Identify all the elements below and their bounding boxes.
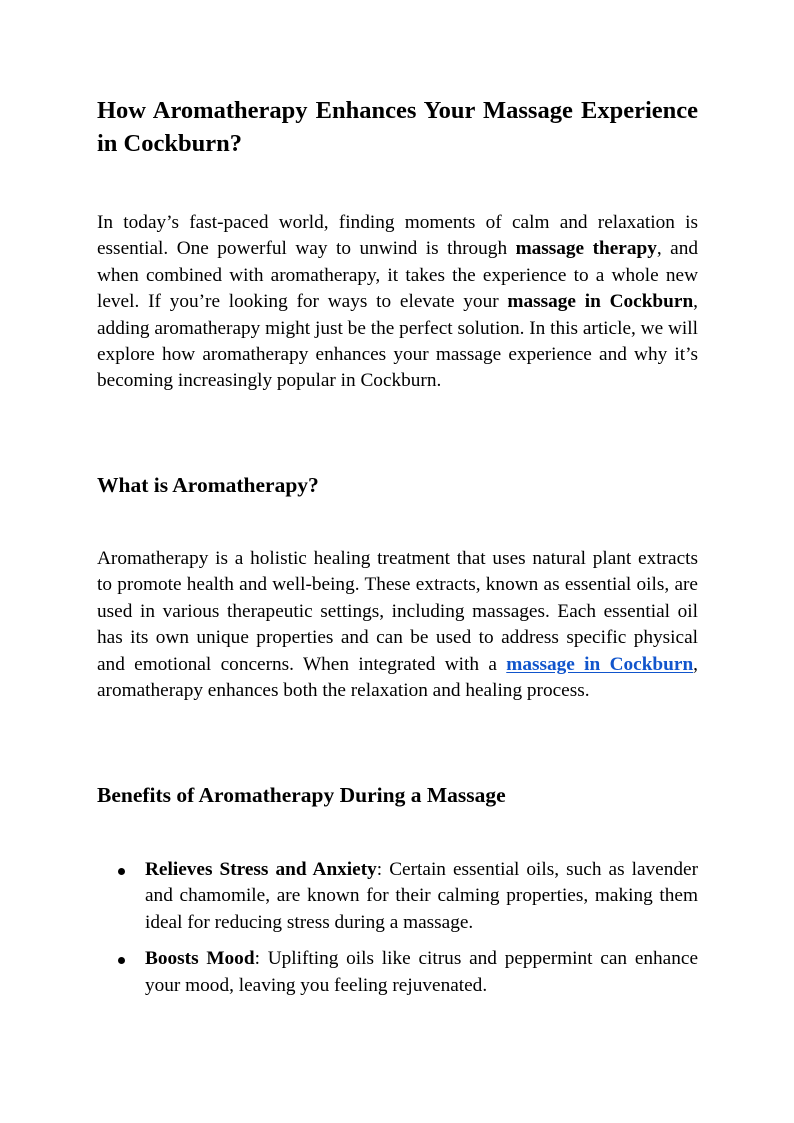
what-is-aromatherapy-paragraph	[97, 546, 698, 704]
what-text-1: Aromatherapy is a holistic healing treatment that uses natural plant extracts to promote health and well-being. These extracts, known as essential oils, are used in various therapeutic settings, including massages. Each essential oil has its own unique properties and can be used to address specific physical and emotional concerns. When integrated with a	[97, 548, 698, 675]
what-text-2: , aromatherapy enhances both the relaxation and healing process.	[97, 653, 698, 702]
section-heading-benefits: Benefits of Aromatherapy During a Massage	[97, 783, 506, 807]
benefit-label: Relieves Stress and Anxiety	[145, 859, 377, 880]
benefit-text: : Certain essential oils, such as lavender and chamomile, are known for their calming properties, making them ideal for reducing stress during a massage.	[145, 859, 698, 933]
benefit-label: Boosts Mood	[145, 948, 255, 970]
intro-bold-massage-therapy: massage therapy	[515, 238, 657, 260]
page-title: How Aromatherapy Enhances Your Massage Experience in Cockburn?	[97, 97, 698, 157]
intro-text-1: In today’s fast-paced world, finding moments of calm and relaxation is essential. One powerful way to unwind is through	[97, 212, 698, 260]
benefit-text: : Uplifting oils like citrus and peppermint can enhance your mood, leaving you feeling rejuvenated.	[145, 948, 698, 996]
list-item	[97, 946, 698, 999]
section-heading-what-is-aromatherapy: What is Aromatherapy?	[97, 473, 319, 497]
intro-paragraph	[97, 210, 698, 395]
intro-text-2: , and when combined with aromatherapy, it takes the experience to a whole new level. If you’re looking for ways to elevate your	[97, 238, 698, 313]
bullet-icon	[118, 957, 125, 964]
intro-text-3: , adding aromatherapy might just be the perfect solution. In this article, we will explore how aromatherapy enhances your massage experience and why it’s becoming increasingly popular in Cockburn.	[97, 291, 698, 392]
benefits-list	[97, 857, 698, 1009]
list-item	[97, 857, 698, 936]
intro-bold-massage-in-cockburn: massage in Cockburn	[507, 291, 694, 313]
bullet-icon	[118, 868, 125, 875]
massage-in-cockburn-link[interactable]: massage in Cockburn	[506, 653, 694, 675]
